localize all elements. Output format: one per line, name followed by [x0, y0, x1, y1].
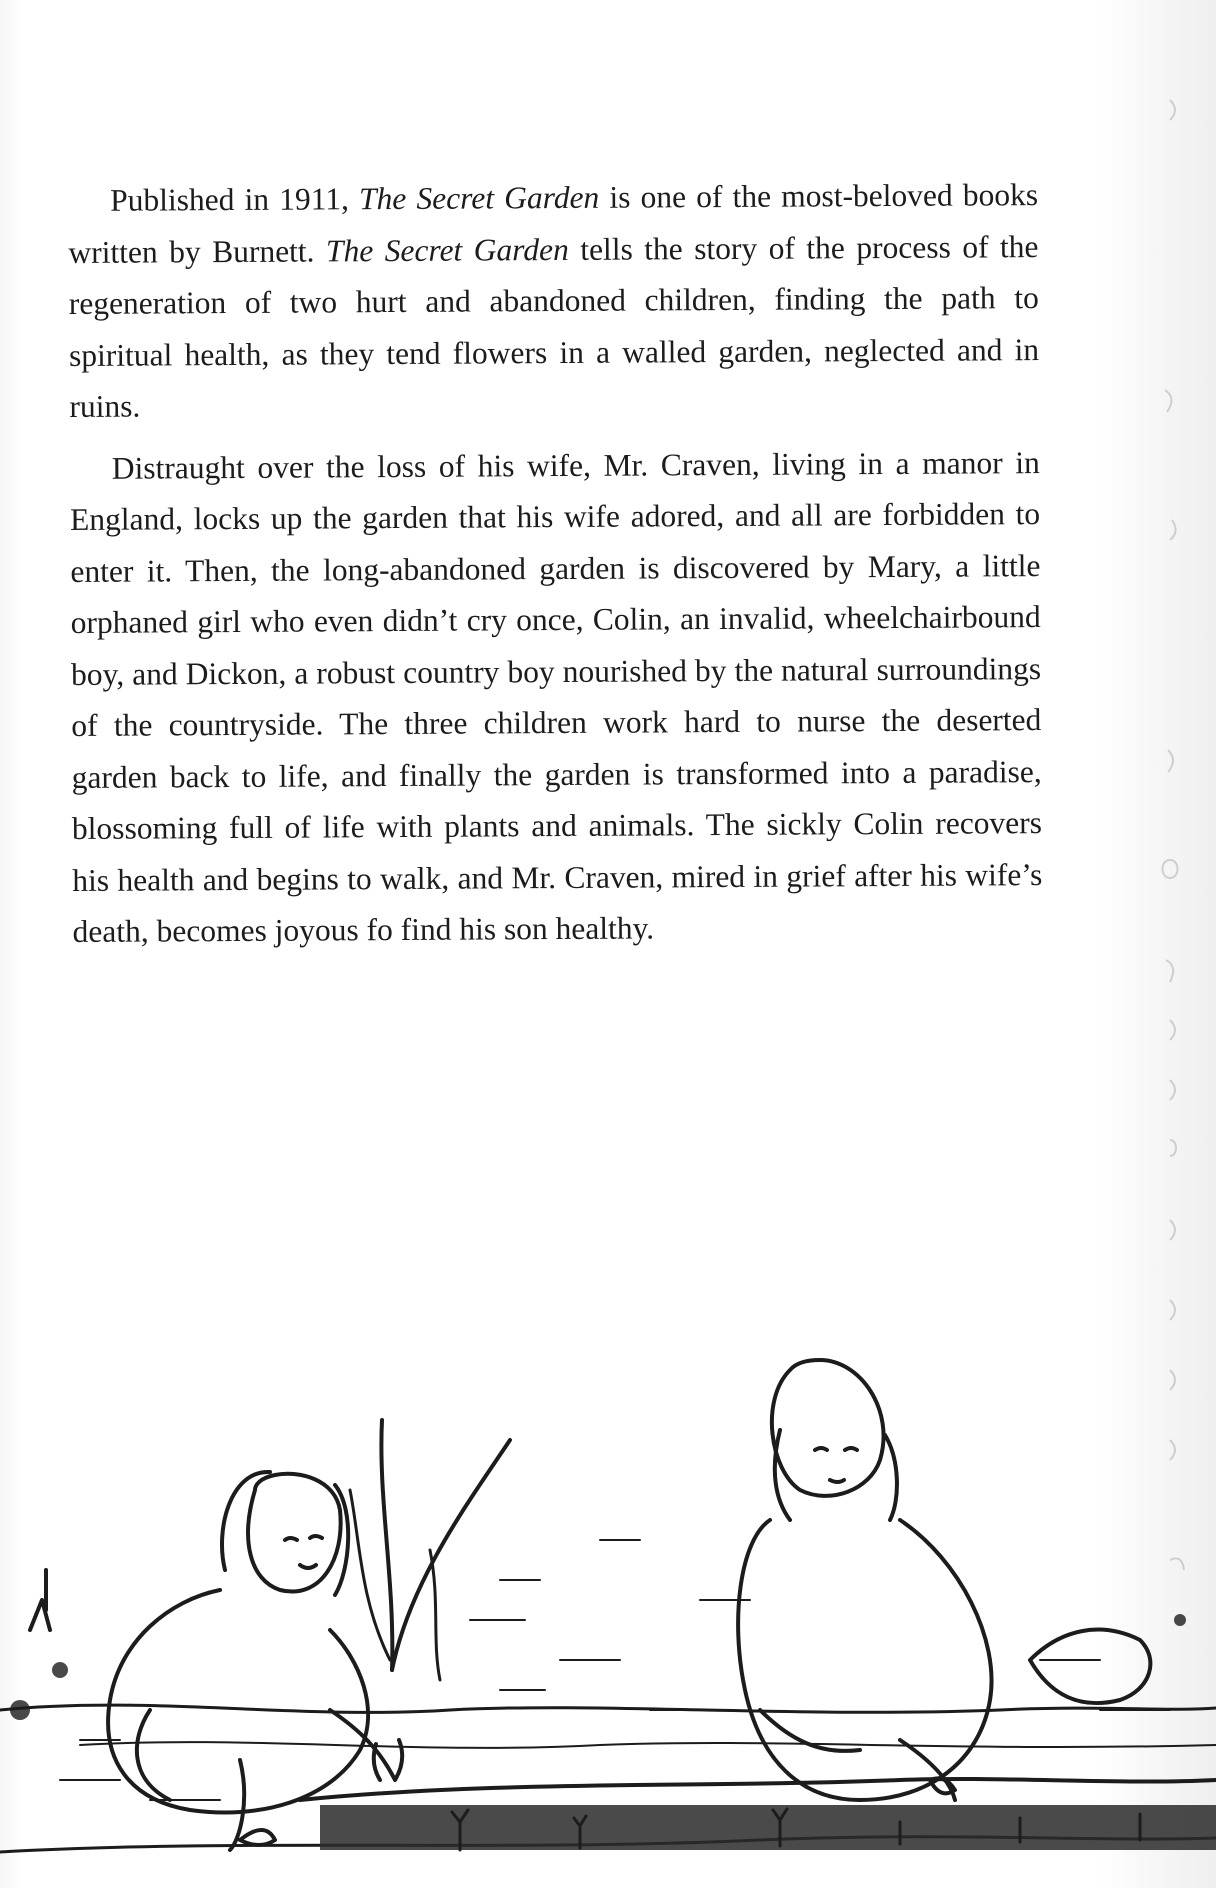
children-garden-illustration [0, 1240, 1216, 1888]
p1-seg-2: is one of the most-beloved books written by Burnett. [68, 177, 1039, 270]
p2-seg-0: Distraught over the loss of his wife, Mr. Craven, living in a manor in England, locks up the garden that his wife adored, and all are forbidden to enter it. Then, the long-abandoned garden is discovered by Mary, a little orphaned girl who even didn’t cry once, Colin, an invalid, wheelchairbound boy, and Dickon, a robust country boy nourished by the natural surroundings of the countryside. The three children work hard to nurse the deserted garden back to life, and finally the garden is transformed into a paradise, blossoming full of life with plants and animals. The sickly Colin recovers his health and begins to walk, and Mr. Craven, mired in grief after his wife’s death, becomes joyous fo find his son healthy. [69, 444, 1043, 949]
p1-seg-4: tells the story of the process of the regeneration of two hurt and abandoned children, finding the path to spiritual health, as they tend flowers in a walled garden, neglected and in ruins. [68, 228, 1040, 424]
paragraph-2 [70, 437, 1043, 958]
p1-seg-0: Published in 1911, [110, 181, 360, 218]
p1-book-title-2: The Secret Garden [325, 231, 569, 268]
p1-book-title-1: The Secret Garden [358, 179, 600, 217]
garden-drawing [0, 1240, 1216, 1888]
body-text [68, 169, 1043, 967]
paragraph-1 [68, 169, 1040, 432]
